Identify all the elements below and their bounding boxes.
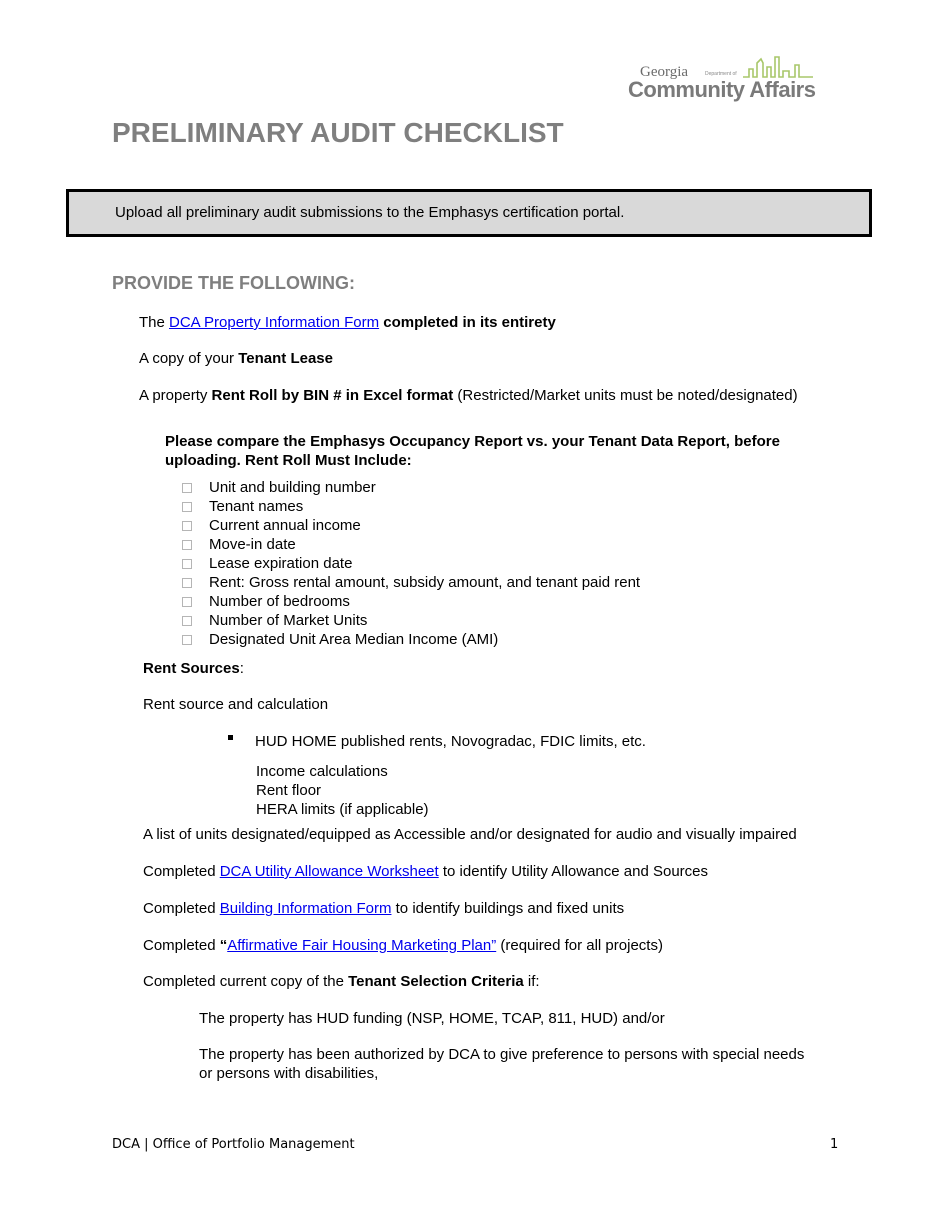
item-text: A property [139,387,212,404]
checkbox-tenant-names[interactable] [182,502,192,512]
rent-sources-colon: : [239,660,244,677]
building-information-item [143,900,624,917]
item-text: to identify Utility Allowance and Sources [438,863,709,880]
logo-department-word: Department of [705,71,737,77]
item-text: Completed [143,900,220,917]
checklist-item: Current annual income [209,517,361,534]
accessible-units-item: A list of units designated/equipped as Accessible and/or designated for audio and visually impaired [143,826,797,843]
checkbox-rent[interactable] [182,578,192,588]
item-text: Completed current copy of the [143,973,349,990]
sub-line-income: Income calculations [256,763,388,780]
condition-special-needs-line-1: The property has been authorized by DCA to give preference to persons with special needs [199,1046,805,1063]
affirmative-fair-housing-link[interactable]: Affirmative Fair Housing Marketing Plan” [227,937,497,954]
upload-notice-text: Upload all preliminary audit submissions to the Emphasys certification portal. [115,204,625,221]
compare-instructions [165,432,780,470]
checklist-item: Number of Market Units [209,612,368,629]
page-number: 1 [830,1137,839,1152]
dca-logo [628,55,816,107]
item-text: The [139,314,170,331]
item-text: (Restricted/Market units must be noted/designated) [453,387,798,404]
bullet-text: HUD HOME published rents, Novogradac, FDIC limits, etc. [255,733,646,750]
skyline-icon [743,55,813,79]
checklist-item: Lease expiration date [209,555,353,572]
checkbox-market-units[interactable] [182,616,192,626]
tenant-selection-item [143,973,540,990]
checkbox-bedrooms[interactable] [182,597,192,607]
upload-notice-box [66,189,872,237]
item-tenant-lease [139,350,333,367]
utility-allowance-worksheet-link[interactable]: DCA Utility Allowance Worksheet [219,863,439,880]
square-bullet-icon [228,735,233,740]
open-quote: “ [219,937,228,954]
item-text: A copy of your [139,350,239,367]
building-information-form-link[interactable]: Building Information Form [219,900,392,917]
section-heading: PROVIDE THE FOLLOWING: [112,273,355,293]
checklist-item: Rent: Gross rental amount, subsidy amount, and tenant paid rent [209,574,641,591]
condition-special-needs-line-2: or persons with disabilities, [199,1065,379,1082]
item-text: (required for all projects) [496,937,663,954]
item-text: if: [523,973,540,990]
checklist-item: Move-in date [209,536,296,553]
compare-line-2: uploading. Rent Roll Must Include: [165,452,412,469]
item-bold-text: Tenant Selection Criteria [348,973,524,990]
checkbox-ami[interactable] [182,635,192,645]
item-text: to identify buildings and fixed units [391,900,625,917]
rent-sources-bold: Rent Sources [143,660,240,677]
item-bold-text: Tenant Lease [238,350,333,367]
checkbox-annual-income[interactable] [182,521,192,531]
checkbox-move-in-date[interactable] [182,540,192,550]
compare-line-1: Please compare the Emphasys Occupancy Report vs. your Tenant Data Report, before [165,433,780,450]
checklist-item: Number of bedrooms [209,593,350,610]
property-information-form-link[interactable]: DCA Property Information Form [169,314,380,331]
rent-source-calculation: Rent source and calculation [143,696,329,713]
item-text: Completed [143,937,220,954]
sub-line-hera: HERA limits (if applicable) [256,801,429,818]
logo-community-affairs: Community Affairs [628,77,816,102]
utility-allowance-item [143,863,708,880]
item-bold-text: completed in its entirety [379,314,556,331]
page-title: PRELIMINARY AUDIT CHECKLIST [112,117,564,148]
checklist-item: Tenant names [209,498,304,515]
item-rent-roll [139,387,798,404]
checklist-item: Designated Unit Area Median Income (AMI) [209,631,499,648]
sub-line-rent-floor: Rent floor [256,782,322,799]
rent-sources-label [143,660,244,677]
checkbox-unit-building[interactable] [182,483,192,493]
item-text: Completed [143,863,220,880]
item-bold-text: Rent Roll by BIN # in Excel format [211,387,454,404]
logo-georgia-word: Georgia [640,64,689,80]
item-property-information-form [139,314,556,331]
condition-hud-funding: The property has HUD funding (NSP, HOME, TCAP, 811, HUD) and/or [199,1010,665,1027]
checklist-item: Unit and building number [209,479,376,496]
checkbox-lease-expiration[interactable] [182,559,192,569]
footer-office: DCA | Office of Portfolio Management [112,1137,355,1152]
affirmative-fair-housing-item [143,937,663,954]
